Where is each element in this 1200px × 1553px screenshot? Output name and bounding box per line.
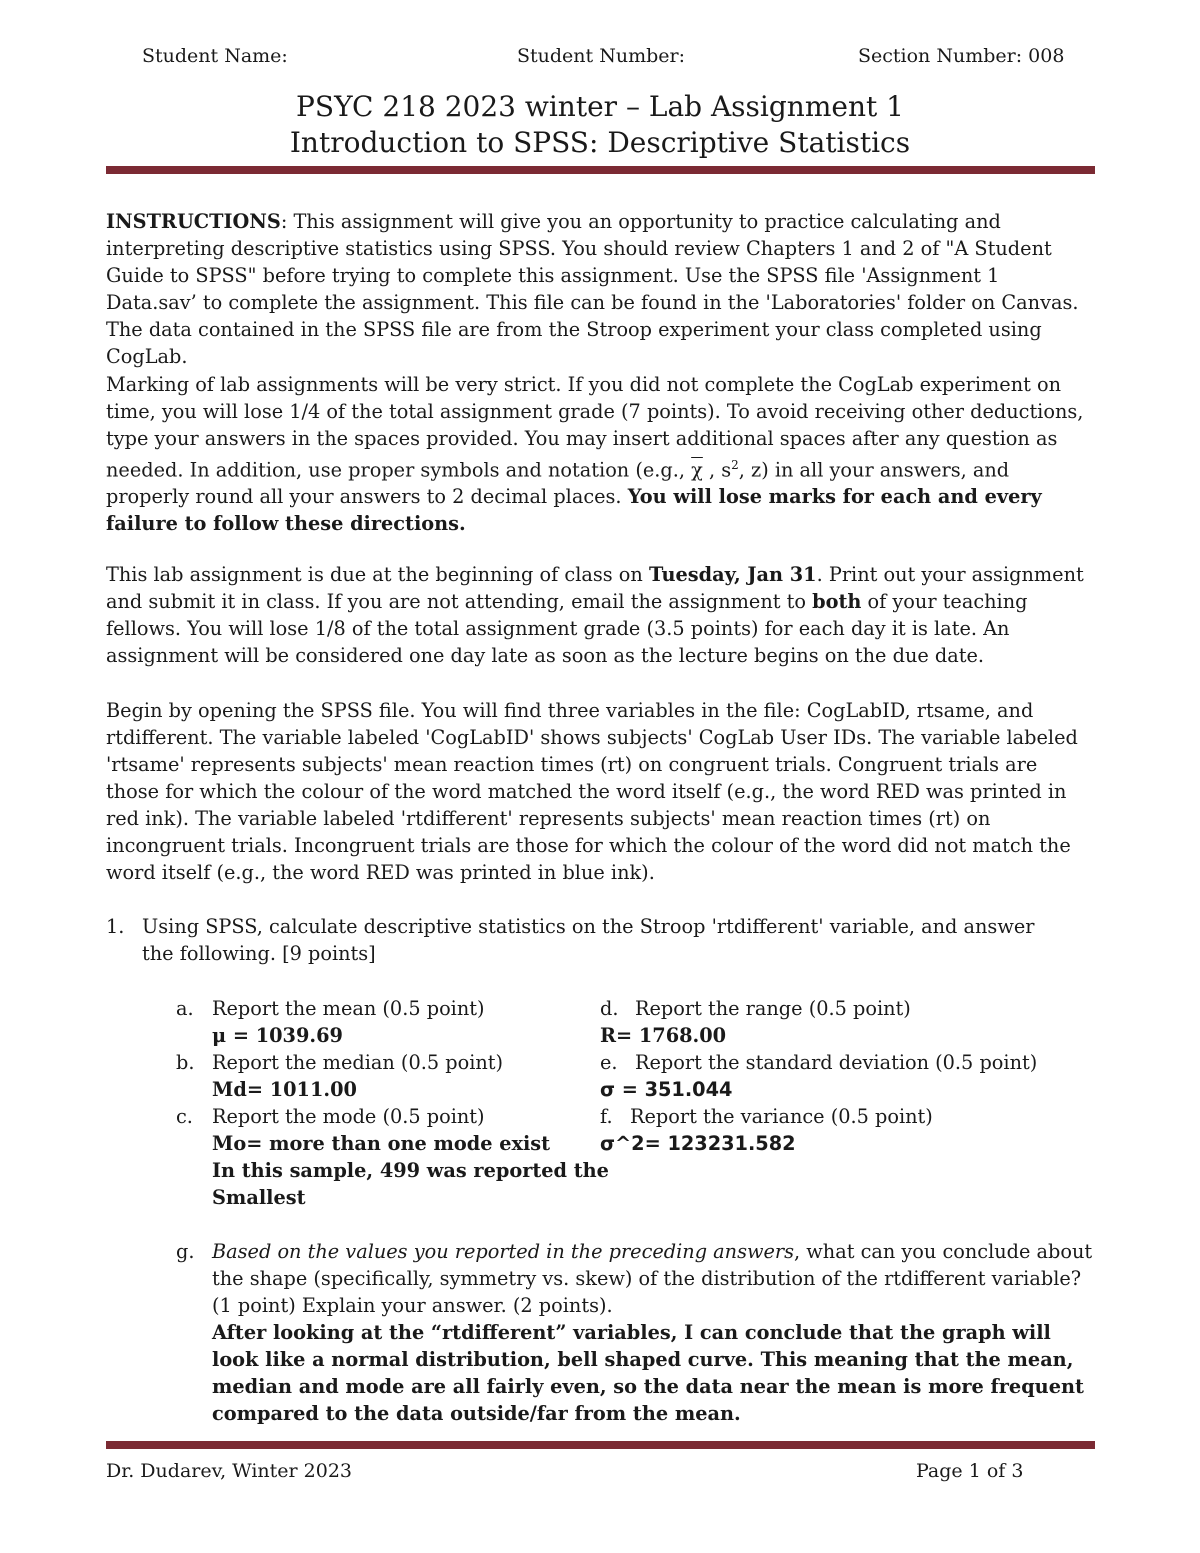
part-d-prompt: Report the range (0.5 point) [635,997,911,1020]
header-divider [106,166,1095,174]
marking-text-3: , z) in all your answers, and properly round all your answers to 2 decimal places. [106,458,1010,509]
part-e-answer: σ = 351.044 [600,1078,733,1101]
part-b-answer: Md= 1011.00 [212,1078,357,1101]
section-number-label: Section Number: 008 [858,45,1065,67]
part-e-letter: e. [600,1051,618,1074]
part-a-prompt: Report the mean (0.5 point) [212,997,485,1020]
instructions-text: : This assignment will give you an opportunity to practice calculating and interpreting descriptive statistics using SPSS. You should review Chapters 1 and 2 of "A Student Guide to SPSS" before trying to complete this assignment. Use the SPSS file 'Assignment 1 Data.sav’ to complete the assignment. This file can be found in the 'Laboratories' folder on Canvas. The data contained in the SPSS file are from the Stroop experiment your class completed using CogLab. [106,210,1079,368]
marking-text-2: , s [702,458,732,482]
part-g-prompt: , what can you conclude about the shape (specifically, symmetry vs. skew) of the distribution of the rtdifferent variable? (1 point) Explain your answer. (2 points). [212,1240,1093,1317]
student-number-label: Student Number: [517,45,685,67]
part-e-prompt: Report the standard deviation (0.5 point) [635,1051,1038,1074]
instructions-label: INSTRUCTIONS [106,210,281,233]
question-1-text: Using SPSS, calculate descriptive statistics on the Stroop 'rtdifferent' variable, and answer the following. [9 points] [142,915,1035,965]
document-subtitle: Introduction to SPSS: Descriptive Statistics [289,126,911,159]
due-both: both [812,590,862,613]
part-f-answer: σ^2= 123231.582 [600,1132,796,1155]
document-title: PSYC 218 2023 winter – Lab Assignment 1 [296,90,904,123]
marking-warning: You will lose marks for each and every failure to follow these directions. [106,485,1042,536]
footer-page-number: Page 1 of 3 [916,1460,1024,1482]
due-text-3: of your teaching fellows. You will lose 1/8 of the total assignment grade (3.5 points) for each day it is late. An assignment will be considered one day late as soon as the lecture begins on the due date. [106,590,1028,667]
part-g-answer: After looking at the “rtdifferent” variables, I can conclude that the graph will look like a normal distribution, bell shaped curve. This meaning that the mean, median and mode are all fairly even, so the data near the mean is more frequent compared to the data outside/far from the mean. [212,1321,1084,1425]
part-g-letter: g. [176,1240,195,1263]
part-d-letter: d. [600,997,619,1020]
footer-instructor: Dr. Dudarev, Winter 2023 [106,1460,353,1482]
part-a-answer: μ = 1039.69 [212,1024,343,1047]
xbar-symbol: $\overline{\chi}$ [691,458,703,482]
due-date: Tuesday, Jan 31 [648,563,817,586]
superscript-2: 2 [731,458,739,472]
part-b-prompt: Report the median (0.5 point) [212,1051,504,1074]
part-c-answer-2: In this sample, 499 was reported the [212,1159,609,1182]
part-c-answer-3: Smallest [212,1186,306,1209]
part-d-answer: R= 1768.00 [600,1024,727,1047]
student-name-label: Student Name: [142,45,288,67]
part-f-prompt: Report the variance (0.5 point) [630,1105,933,1128]
marking-text-1: Marking of lab assignments will be very strict. If you did not complete the CogLab experiment on time, you will lose 1/4 of the total assignment grade (7 points). To avoid receiving other deductions, type your answers in the spaces provided. You may insert additional spaces after any question as needed. In addition, use proper symbols and notation (e.g., [106,373,1084,482]
part-b-letter: b. [176,1051,195,1074]
begin-paragraph [106,697,1096,886]
instructions-paragraph [106,208,1096,370]
part-a-letter: a. [176,997,194,1020]
marking-paragraph [106,371,1096,537]
part-g-question [212,1238,1097,1319]
due-paragraph [106,561,1096,669]
footer-divider [106,1441,1095,1449]
part-g-italic: Based on the values you reported in the preceding answers [212,1240,795,1263]
begin-text: Begin by opening the SPSS file. You will find three variables in the file: CogLabID, rtsame, and rtdifferent. The variable labeled 'CogLabID' shows subjects' CogLab User IDs. The variable labeled 'rtsame' represents subjects' mean reaction times (rt) on congruent trials. Congruent trials are those for which the colour of the word matched the word itself (e.g., the word RED was printed in red ink). The variable labeled 'rtdifferent' represents subjects' mean reaction times (rt) on incongruent trials. Incongruent trials are those for which the colour of the word did not match the word itself (e.g., the word RED was printed in blue ink). [106,699,1078,884]
part-c-answer-1: Mo= more than one mode exist [212,1132,551,1155]
question-1-number: 1. [106,915,125,938]
part-c-prompt: Report the mode (0.5 point) [212,1105,485,1128]
due-text-1: This lab assignment is due at the beginning of class on [106,563,649,586]
part-f-letter: f. [600,1105,613,1128]
part-c-letter: c. [176,1105,193,1128]
due-text-2: . Print out your assignment and submit it in class. If you are not attending, email the assignment to [106,563,1084,613]
